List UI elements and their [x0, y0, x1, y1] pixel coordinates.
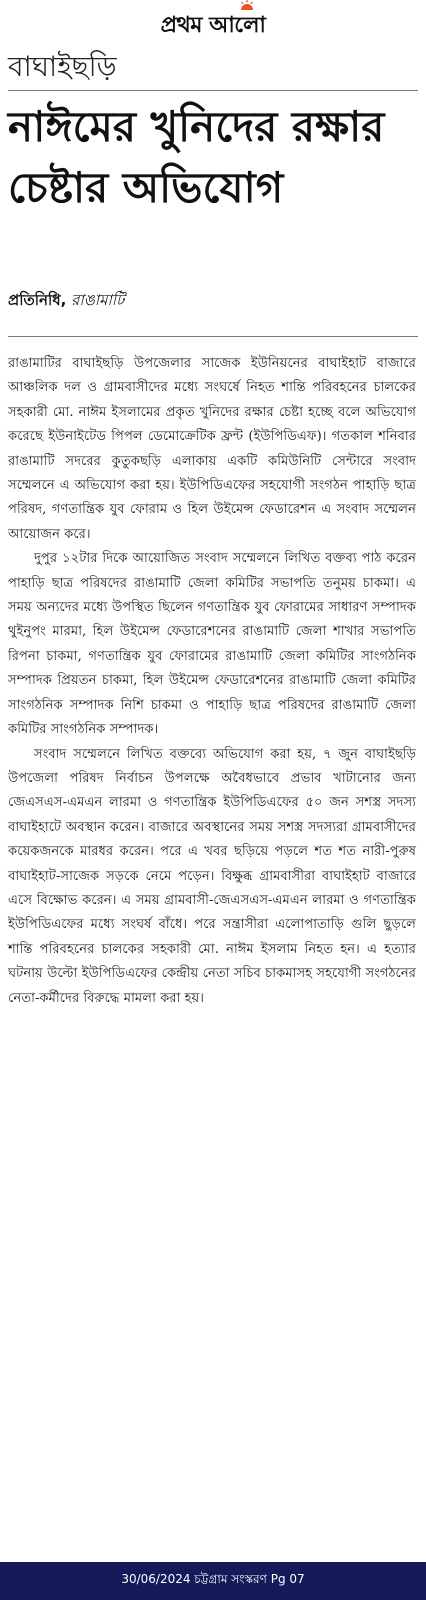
article-paragraph: দুপুর ১২টার দিকে আয়োজিত সংবাদ সম্মেলনে লিখিত বক্তব্য পাঠ করেন পাহাড়ি ছাত্র পরিষদের রাঙামাটি জেলা কমিটির সভাপতি তনুময় চাকমা। এ সময় অন্যদের মধ্যে উপস্থিত ছিলেন গণতান্ত্রিক যুব ফোরামের সাধারণ সম্পাদক থুইনুপং মারমা, হিল উইমেন্স ফেডারেশনের রাঙামাটি জেলা শাখার সভাপতি রিপনা চাকমা, গণতান্ত্রিক যুব ফোরামের রাঙামাটি জেলা কমিটির সাংগঠনিক সম্পাদক প্রিয়তন চাকমা, হিল উইমেন্স ফেডারেশনের রাঙামাটি জেলা কমিটির সাংগঠনিক সম্পাদক নিশি চাকমা ও পাহাড়ি ছাত্র পরিষদের রাঙামাটি জেলা কমিটির সাংগঠনিক সম্পাদক। [8, 551, 416, 738]
edition-footer [0, 1562, 426, 1600]
logo-text: প্রথম আলো [160, 12, 266, 38]
section-divider [8, 90, 418, 91]
article-paragraph: সংবাদ সম্মেলনে লিখিত বক্তব্যে অভিযোগ করা হয়, ৭ জুন বাঘাইছড়ি উপজেলা পরিষদ নির্বাচন উপলক্ষে অবৈধভাবে প্রভাব খাটানোর জন্য জেএসএস-এমএন লারমা ও গণতান্ত্রিক ইউপিডিএফের ৫০ জন সশস্ত্র সদস্য বাঘাইহাটে অবস্থান করেন। বাজারে অবস্থানের সময় সশস্ত্র সদস্যরা গ্রামবাসীদের কয়েকজনকে মারধর করেন। পরে এ খবর ছড়িয়ে পড়লে শত শত নারী-পুরুষ বাঘাইহাট-সাজেক সড়কে নেমে পড়েন। বিক্ষুব্ধ গ্রামবাসীরা বাঘাইহাট বাজারে এসে বিক্ষোভ করেন। এ সময় গ্রামবাসী-জেএসএস-এমএন লারমা ও গণতান্ত্রিক ইউপিডিএফের মধ্যে সংঘর্ষ বাঁধে। পরে সন্ত্রাসীরা এলোপাতাড়ি গুলি ছুড়লে শান্তি পরিবহনের চালকের সহকারী মো. নাঈম ইসলাম নিহত হন। এ হত্যার ঘটনায় উল্টো ইউপিডিএফের কেন্দ্রীয় নেতা সচিব চাকমাসহ সহযোগী সংগঠনের নেতা-কর্মীদের বিরুদ্ধে মামলা করা হয়। [8, 746, 416, 1006]
article-paragraph: রাঙামাটির বাঘাইছড়ি উপজেলার সাজেক ইউনিয়নের বাঘাইহাট বাজারে আঞ্চলিক দল ও গ্রামবাসীদের মধ্যে সংঘর্ষে নিহত শান্তি পরিবহনের চালকের সহকারী মো. নাঈম ইসলামের প্রকৃত খুনিদের রক্ষার চেষ্টা হচ্ছে বলে অভিযোগ করেছে ইউনাইটেড পিপল ডেমোক্রেটিক ফ্রন্ট (ইউপিডিএফ)। গতকাল শনিবার রাঙামাটি সদরের কুতুকছড়ি এলাকায় একটি কমিউনিটি সেন্টারে সংবাদ সম্মেলনে এ অভিযোগ করা হয়। ইউপিডিএফের সহযোগী সংগঠন পাহাড়ি ছাত্র পরিষদ, গণতান্ত্রিক যুব ফোরাম ও হিল উইমেন্স ফেডারেশন এ সংবাদ সম্মেলন আয়োজন করে। [8, 356, 416, 542]
masthead [0, 0, 426, 48]
byline-reporter: প্রতিনিধি, [8, 291, 67, 309]
byline-place: রাঙামাটি [71, 291, 125, 309]
sun-icon [240, 0, 254, 10]
article-body [8, 352, 416, 1011]
section-label: বাঘাইছড়ি [8, 50, 117, 83]
byline-divider [8, 336, 418, 337]
prothom-alo-logo [161, 4, 266, 45]
byline [8, 289, 124, 314]
edition-info: 30/06/2024 চট্টগ্রাম সংস্করণ Pg 07 [121, 1572, 305, 1586]
headline: নাঈমের খুনিদের রক্ষার চেষ্টার অভিযোগ [8, 102, 385, 212]
